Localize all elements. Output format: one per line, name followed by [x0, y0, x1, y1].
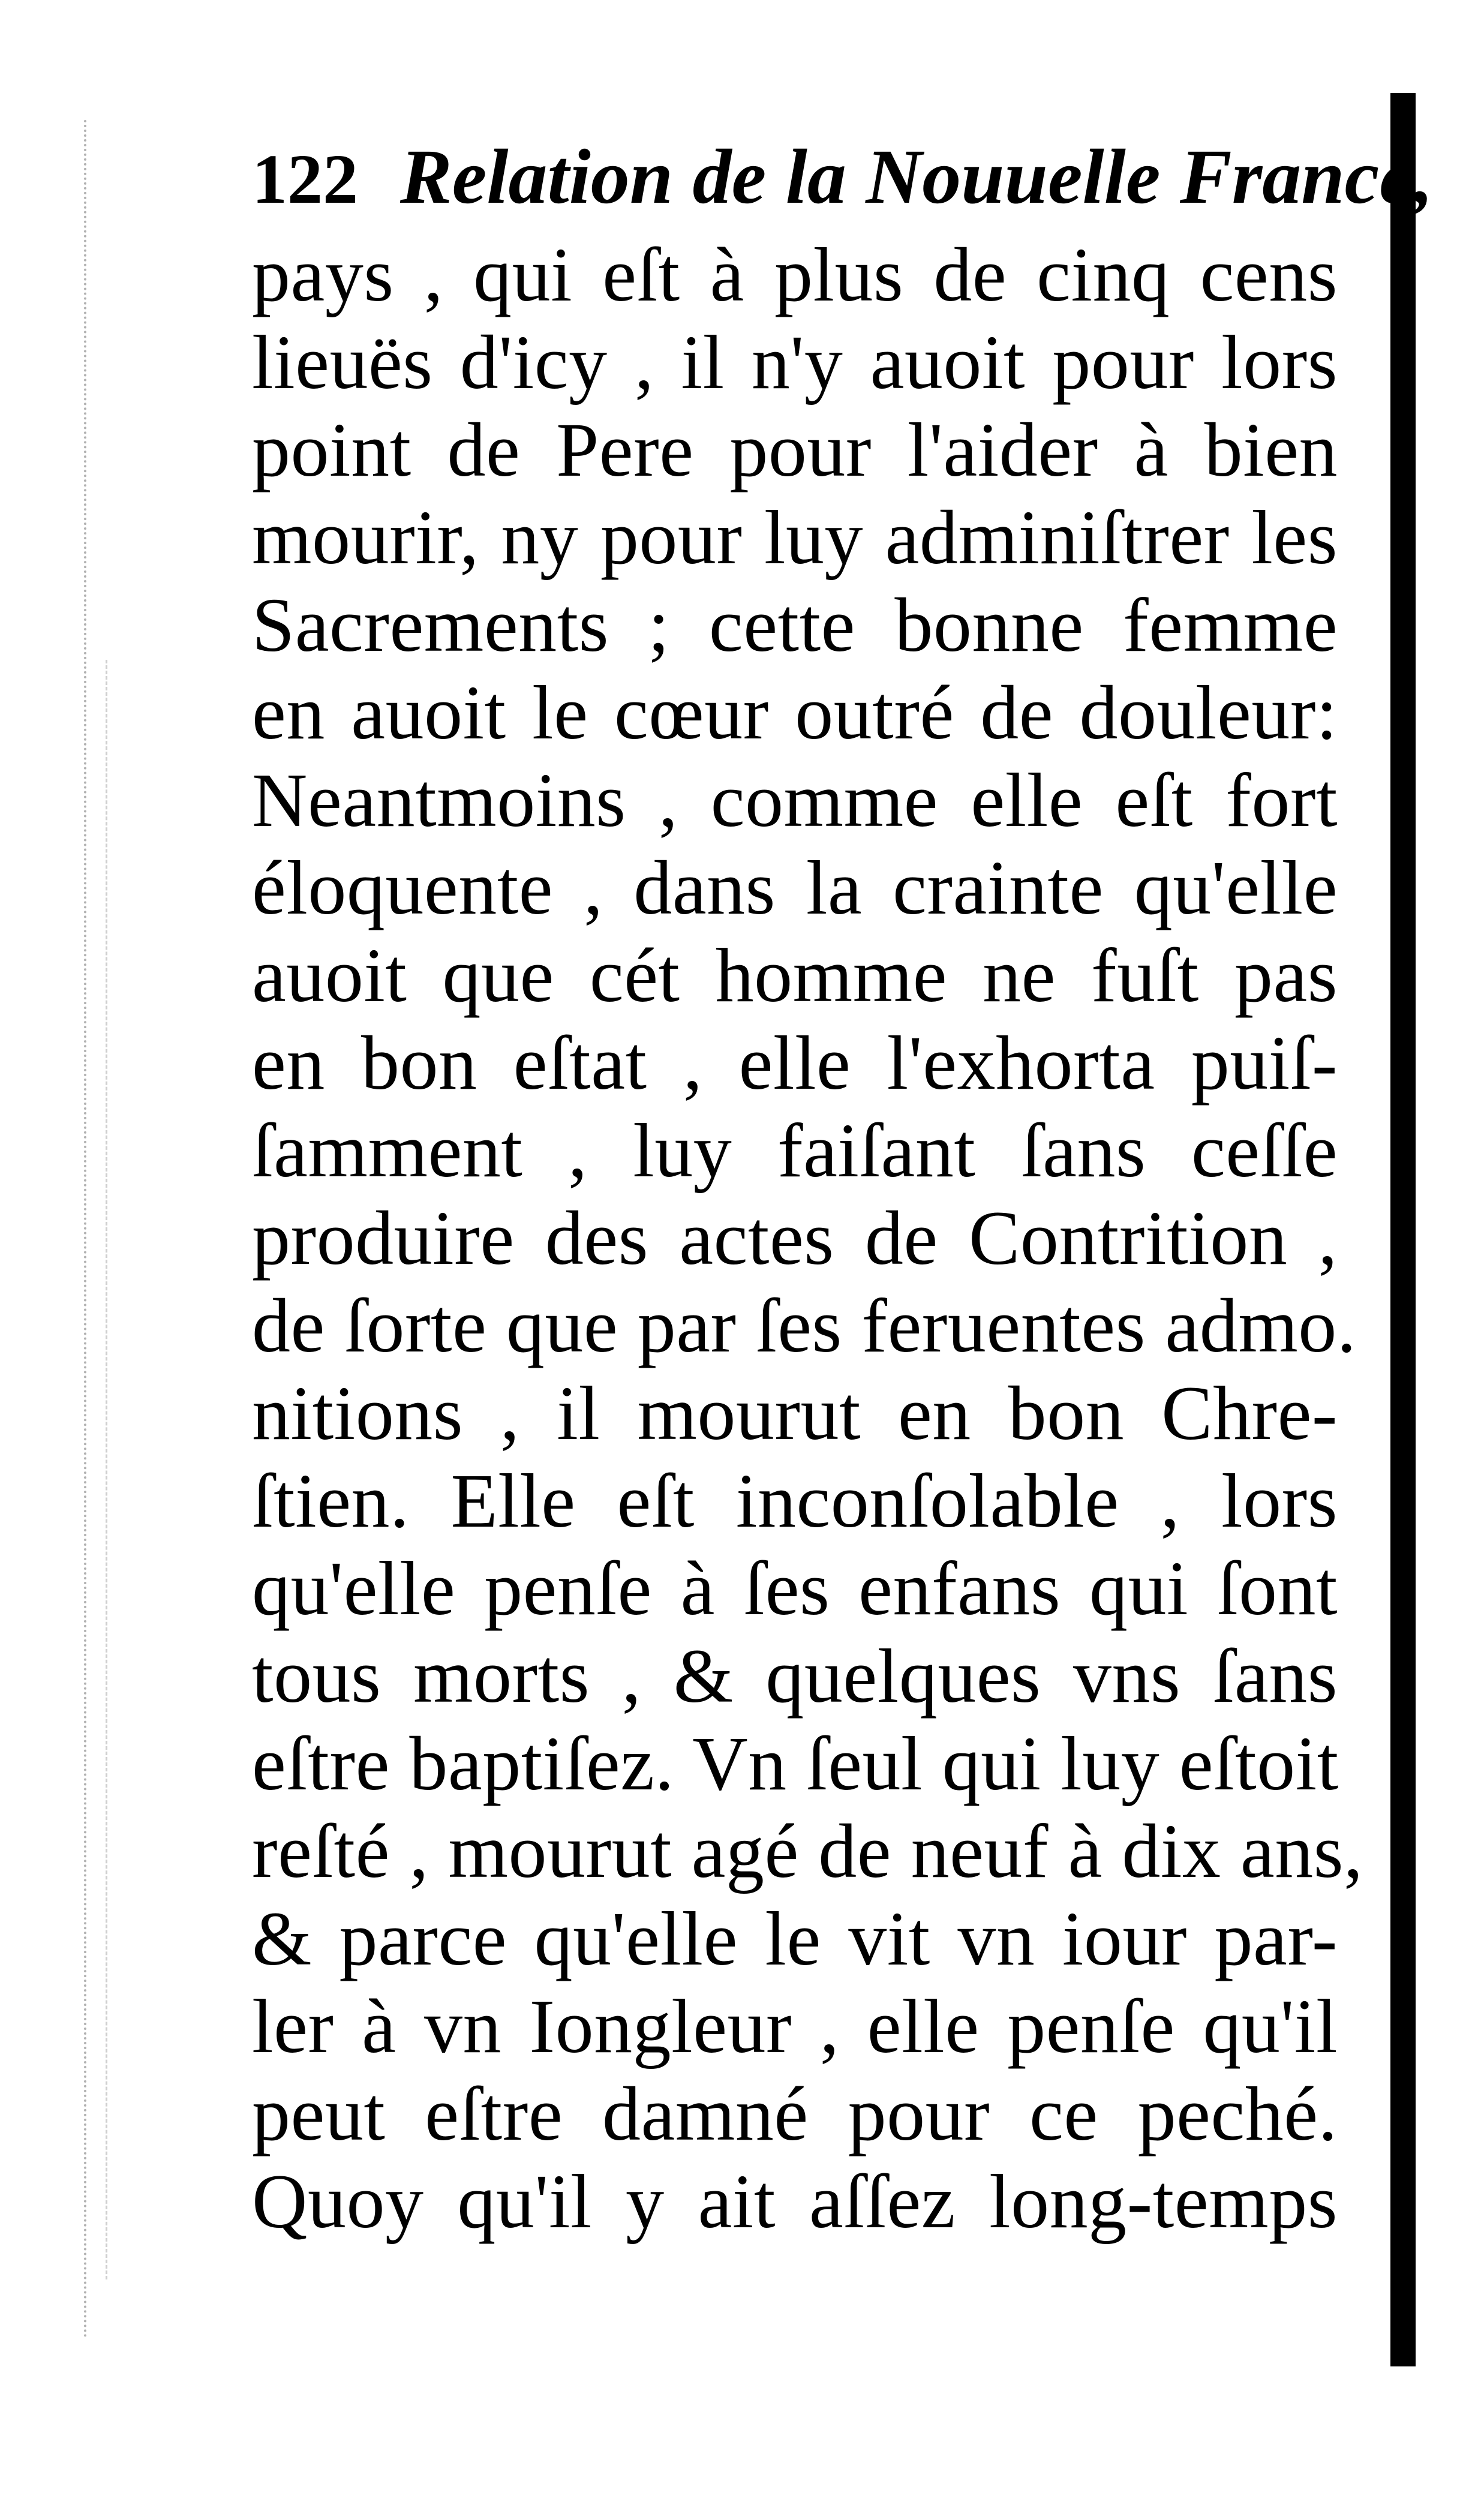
- text-line: eſtre baptiſez. Vn ſeul qui luy eſtoit: [252, 1721, 1339, 1806]
- text-line: peut eſtre damné pour ce peché.: [252, 2071, 1338, 2156]
- text-line: point de Pere pour l'aider à bien: [252, 407, 1338, 492]
- running-header: [252, 126, 1434, 228]
- text-line: Sacrements ; cette bonne femme: [252, 582, 1338, 668]
- scan-margin-marks-secondary: [106, 660, 112, 2279]
- body-text: [252, 231, 1363, 2245]
- text-line: en auoit le cœur outré de douleur:: [252, 670, 1338, 755]
- text-line: Quoy qu'il y ait aſſez long-temps: [252, 2159, 1338, 2244]
- text-line: éloquente , dans la crainte qu'elle: [252, 845, 1338, 930]
- text-line: auoit que cét homme ne fuſt pas: [252, 933, 1338, 1018]
- text-line: mourir, ny pour luy adminiſtrer les: [252, 495, 1338, 580]
- text-line: produire des actes de Contrition ,: [252, 1196, 1338, 1281]
- text-line: tous morts , & quelques vns ſans: [252, 1633, 1338, 1719]
- scan-margin-marks: [84, 120, 94, 2339]
- text-line: de ſorte que par ſes feruentes admo.: [252, 1283, 1357, 1368]
- text-line: lieuës d'icy , il n'y auoit pour lors: [252, 320, 1338, 405]
- text-line: pays , qui eſt à plus de cinq cens: [252, 232, 1338, 317]
- text-line: qu'elle penſe à ſes enfans qui ſont: [252, 1546, 1338, 1631]
- text-line: & parce qu'elle le vit vn iour par-: [252, 1896, 1338, 1981]
- text-line: reſté , mourut agé de neuf à dix ans,: [252, 1809, 1363, 1894]
- page-edge-rule: [1390, 93, 1416, 2366]
- text-line: nitions , il mourut en bon Chre-: [252, 1371, 1338, 1456]
- text-line: ſtien. Elle eſt inconſolable , lors: [252, 1458, 1338, 1543]
- page-number: 122: [252, 140, 358, 218]
- text-line: ler à vn Iongleur , elle penſe qu'il: [252, 1984, 1338, 2069]
- text-line: en bon eſtat , elle l'exhorta puiſ-: [252, 1020, 1338, 1106]
- text-line: ſamment , luy faiſant ſans ceſſe: [252, 1108, 1338, 1193]
- text-line: Neantmoins , comme elle eſt fort: [252, 758, 1338, 843]
- running-title: Relation de la Nouuelle France,: [400, 134, 1434, 220]
